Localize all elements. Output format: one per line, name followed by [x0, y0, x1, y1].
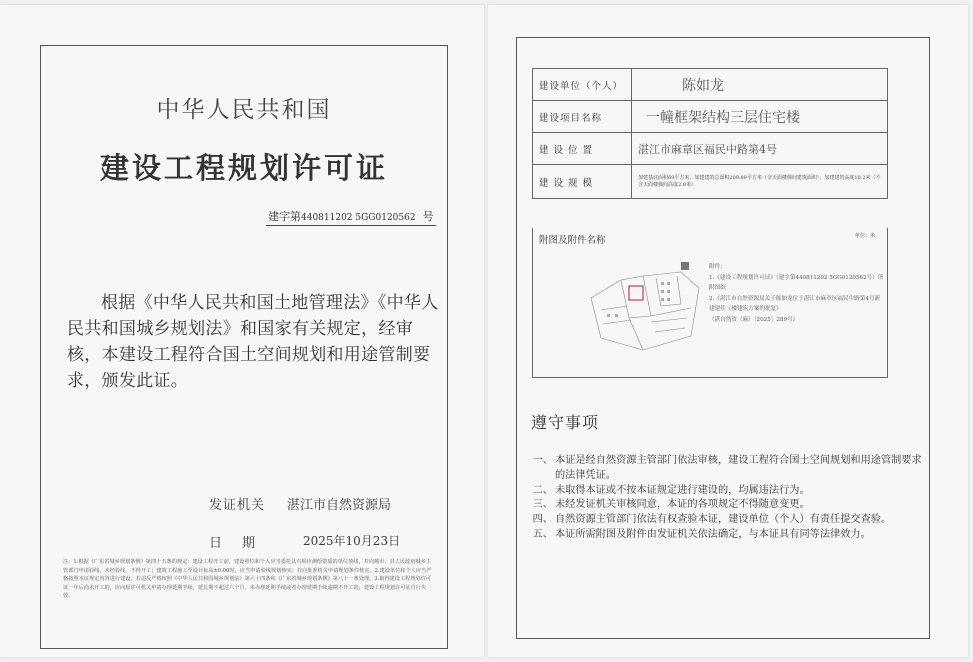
certificate-notes: 注：1.根据《广东省城乡规划条例》第四十五条的规定：建设工程开工前，建设单位和个人应当委托具有相应测绘资质的单位放线，并向城市、县人民政府城乡主管部门申请验线，未经验线，不得开工；建筑工程施工至设计标高±0.00时，应当申请验线规划核实；并向批准机关申请规划条件核实。2.建设单位和个人应当严格按照本证规定内容进行建设，若违反严格按照《中华人民共和国城乡规划法》第六十四条和《广东省城乡规划条例》第八十一条处理。3.取得建设工程规划许可证一年后尚未开工的，应向原许可机关申请办理延期手续，延长期不超过六个月，未办理延期手续或者办理延期手续逾期不开工的，建设工程规划许可证自行失效。	[63, 559, 432, 600]
row-value: 陈如龙	[632, 69, 888, 101]
unit-label: 单位：米	[854, 233, 875, 239]
rule-mark: 三、	[532, 499, 553, 511]
rule-mark: 四、	[532, 514, 553, 526]
date-label: 日期	[209, 536, 276, 551]
rule-text: 自然资源主管部门依法有权查验本证，建设单位（个人）有责任提交查验。	[555, 514, 892, 526]
list-item	[523, 454, 925, 484]
table-row	[533, 101, 888, 133]
list-item	[523, 513, 925, 528]
date-value: 2025年10月23日	[303, 534, 401, 548]
attachments-list	[709, 262, 885, 325]
rules-title: 遵守事项	[531, 413, 600, 432]
attachments-heading: 附件：	[709, 264, 726, 270]
row-label: 建设单位（个人）	[533, 69, 632, 101]
certificate-title: 建设工程规划许可证	[99, 151, 388, 185]
number-prefix: 建字第	[268, 210, 301, 223]
row-label: 建 设 位 置	[533, 133, 632, 165]
rule-text: 本证是经自然资源主管部门依法审核，建设工程符合国土空间规划和用途管制要求的法律凭证。	[555, 455, 922, 481]
rule-text: 本证所需附图及附件由发证机关依法确定，与本证具有同等法律效力。	[555, 528, 871, 540]
rule-text: 未经发证机关审核同意，本证的各项规定不得随意变更。	[555, 499, 810, 511]
table-row	[533, 69, 888, 101]
list-item	[523, 498, 925, 513]
row-value: 加建基底面积69平方米，加建建筑总面积209.89平方米（含天面楼梯间建筑面积），加建建筑高度10.2米（不含天面楼梯间高度2.8米）	[632, 165, 888, 199]
site-plan-thumbnail	[581, 258, 711, 358]
right-page	[488, 5, 968, 657]
attachments-cell	[532, 228, 888, 378]
number-suffix: 号	[422, 210, 434, 223]
certificate-back	[516, 37, 930, 639]
issuer-value: 湛江市自然资源局	[287, 498, 392, 513]
attachment-ref: （湛自然资（麻）〔2025〕289号）	[709, 316, 799, 323]
number-value: 440811202 5GG0120562	[301, 213, 416, 223]
list-item	[523, 484, 925, 499]
certificate-number	[266, 208, 436, 226]
left-page	[0, 5, 484, 657]
row-label: 建 设 规 模	[533, 165, 632, 199]
row-label: 建设项目名称	[533, 101, 632, 133]
certificate-body: 根据《中华人民共和国土地管理法》《中华人民共和国城乡规划法》和国家有关规定，经审核，本建设工程符合国土空间规划和用途管制要求，颁发此证。	[67, 293, 439, 391]
table-row	[533, 133, 888, 165]
country-title: 中华人民共和国	[156, 97, 332, 123]
table-row	[533, 165, 888, 199]
rule-mark: 二、	[532, 484, 553, 496]
attachments-label: 附图及附件名称	[539, 235, 606, 246]
list-item	[523, 528, 925, 543]
row-value: 一幢框架结构三层住宅楼	[632, 101, 888, 133]
certificate-front	[40, 45, 448, 649]
rule-text: 未取得本证或不按本证规定进行建设的，均属违法行为。	[555, 484, 810, 496]
row-value: 湛江市麻章区福民中路第4号	[632, 133, 888, 165]
attachment-item: 1.《建设工程规划许可证》（建字第440811202 5GG0120562号）所附图纸	[709, 274, 884, 291]
issuer-label: 发证机关	[209, 498, 266, 513]
rule-mark: 五、	[532, 528, 553, 540]
attachment-item: 2.《湛江市自然资源局关于陈如龙位于湛江市麻章区福民中路第4号新建建住《楼建筑方案的批复》	[709, 295, 881, 312]
rules-list	[523, 454, 925, 543]
project-info-table	[532, 68, 888, 199]
rule-mark: 一、	[532, 455, 553, 466]
